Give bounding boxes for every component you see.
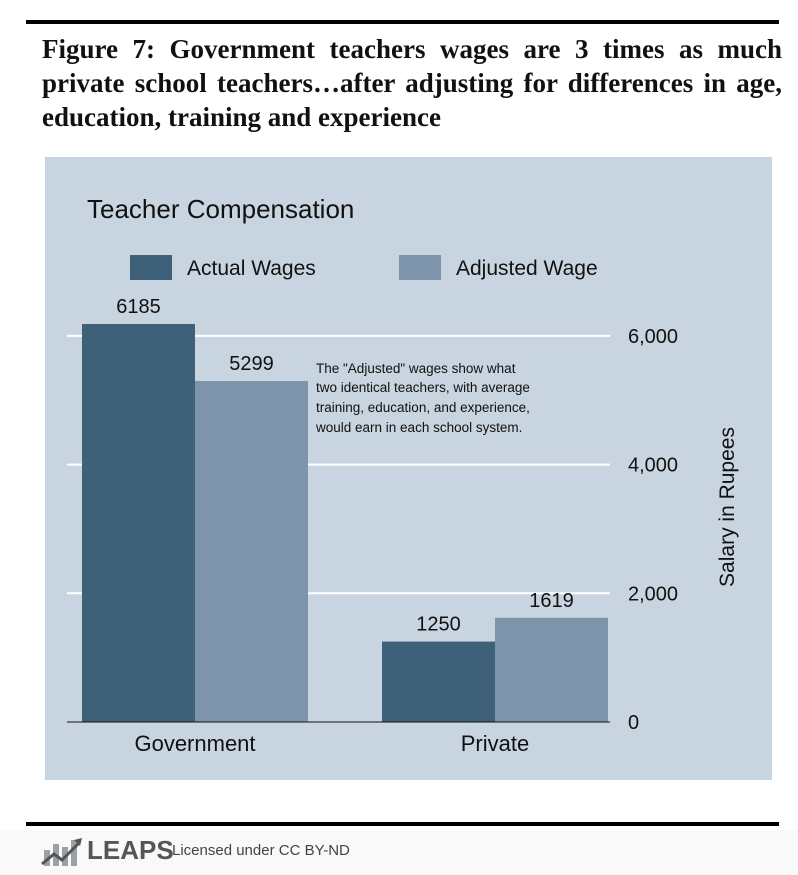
y-tick-label-0: 0 bbox=[628, 712, 640, 734]
leaps-logo-icon bbox=[40, 836, 84, 868]
bar-value-label-government-actual: 6185 bbox=[116, 296, 161, 318]
license-text: Licensed under CC BY-ND bbox=[172, 842, 350, 859]
bar-government-actual bbox=[82, 324, 195, 722]
y-tick-label-2000: 2,000 bbox=[628, 583, 679, 606]
y-axis-label: Salary in Rupees bbox=[716, 427, 739, 587]
annotation-line-1: The "Adjusted" wages show what bbox=[316, 361, 516, 376]
bar-value-label-government-adjusted: 5299 bbox=[229, 353, 274, 376]
x-tick-label-private: Private bbox=[460, 731, 530, 756]
annotation-line-4: would earn in each school system. bbox=[316, 420, 523, 435]
x-tick-label-government: Government bbox=[134, 731, 256, 756]
legend-label-actual: Actual Wages bbox=[187, 257, 316, 280]
y-tick-label-6000: 6,000 bbox=[628, 325, 679, 348]
legend-swatch-actual bbox=[130, 255, 172, 280]
y-tick-label-4000: 4,000 bbox=[628, 454, 679, 477]
legend-swatch-adjusted bbox=[399, 255, 441, 280]
bar-private-adjusted bbox=[495, 618, 608, 722]
legend bbox=[130, 255, 598, 280]
bar-government-adjusted bbox=[195, 381, 308, 722]
chart-title: Teacher Compensation bbox=[87, 194, 355, 224]
figure-title: Figure 7: Government teachers wages are 3 times as much private school teachers…after adjusting for differences in age, education, training and experience bbox=[42, 34, 782, 132]
bar-chart bbox=[45, 157, 772, 780]
bar-private-actual bbox=[382, 642, 495, 722]
annotation-line-2: two identical teachers, with average bbox=[316, 380, 530, 395]
annotation-line-3: training, education, and experience, bbox=[316, 400, 530, 415]
chart-panel bbox=[45, 157, 772, 780]
bottom-rule bbox=[26, 822, 779, 826]
leaps-logo-text: LEAPS bbox=[87, 835, 174, 865]
legend-label-adjusted: Adjusted Wage bbox=[456, 257, 598, 280]
bar-value-label-private-adjusted: 1619 bbox=[529, 589, 574, 612]
top-rule bbox=[26, 20, 779, 24]
bar-value-label-private-actual: 1250 bbox=[416, 613, 461, 636]
annotation-note bbox=[315, 361, 530, 435]
